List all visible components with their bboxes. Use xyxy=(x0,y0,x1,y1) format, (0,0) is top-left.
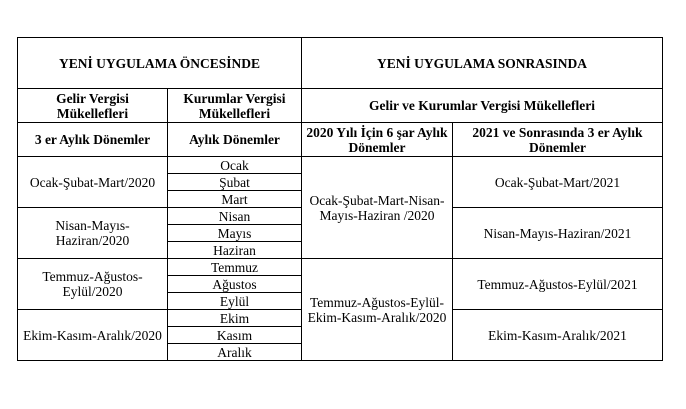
period-header-row xyxy=(18,123,663,157)
month-cell: Aralık xyxy=(168,344,302,361)
income-period-label: 3 er Aylık Dönemler xyxy=(18,123,168,157)
month-row xyxy=(18,157,663,174)
month-cell: Eylül xyxy=(168,293,302,310)
month-cell: Mart xyxy=(168,191,302,208)
quarter-cell: Ocak-Şubat-Mart/2020 xyxy=(18,157,168,208)
month-row xyxy=(18,259,663,276)
half-year-cell: Temmuz-Ağustos-Eylül-Ekim-Kasım-Aralık/2020 xyxy=(302,259,453,361)
half-year-cell: Ocak-Şubat-Mart-Nisan-Mayıs-Haziran /2020 xyxy=(302,157,453,259)
tax-period-comparison-table xyxy=(17,37,663,361)
month-cell: Ekim xyxy=(168,310,302,327)
quarter-cell: Nisan-Mayıs-Haziran/2020 xyxy=(18,208,168,259)
month-cell: Ağustos xyxy=(168,276,302,293)
month-cell: Temmuz xyxy=(168,259,302,276)
quarter-cell: Temmuz-Ağustos-Eylül/2020 xyxy=(18,259,168,310)
before-title: YENİ UYGULAMA ÖNCESİNDE xyxy=(18,38,302,89)
combined-taxpayers-header: Gelir ve Kurumlar Vergisi Mükellefleri xyxy=(302,89,663,123)
month-cell: Ocak xyxy=(168,157,302,174)
title-row xyxy=(18,38,663,89)
period-2020-header: 2020 Yılı İçin 6 şar Aylık Dönemler xyxy=(302,123,453,157)
corporate-tax-header: Kurumlar Vergisi Mükellefleri xyxy=(168,89,302,123)
month-cell: Nisan xyxy=(168,208,302,225)
quarter-cell: Ekim-Kasım-Aralık/2020 xyxy=(18,310,168,361)
quarter-2021-cell: Nisan-Mayıs-Haziran/2021 xyxy=(453,208,663,259)
month-cell: Kasım xyxy=(168,327,302,344)
quarter-2021-cell: Ekim-Kasım-Aralık/2021 xyxy=(453,310,663,361)
after-title: YENİ UYGULAMA SONRASINDA xyxy=(302,38,663,89)
month-cell: Mayıs xyxy=(168,225,302,242)
quarter-2021-cell: Ocak-Şubat-Mart/2021 xyxy=(453,157,663,208)
month-cell: Haziran xyxy=(168,242,302,259)
month-cell: Şubat xyxy=(168,174,302,191)
corporate-period-label: Aylık Dönemler xyxy=(168,123,302,157)
period-2021-header: 2021 ve Sonrasında 3 er Aylık Dönemler xyxy=(453,123,663,157)
taxpayer-header-row xyxy=(18,89,663,123)
income-tax-header: Gelir Vergisi Mükellefleri xyxy=(18,89,168,123)
quarter-2021-cell: Temmuz-Ağustos-Eylül/2021 xyxy=(453,259,663,310)
